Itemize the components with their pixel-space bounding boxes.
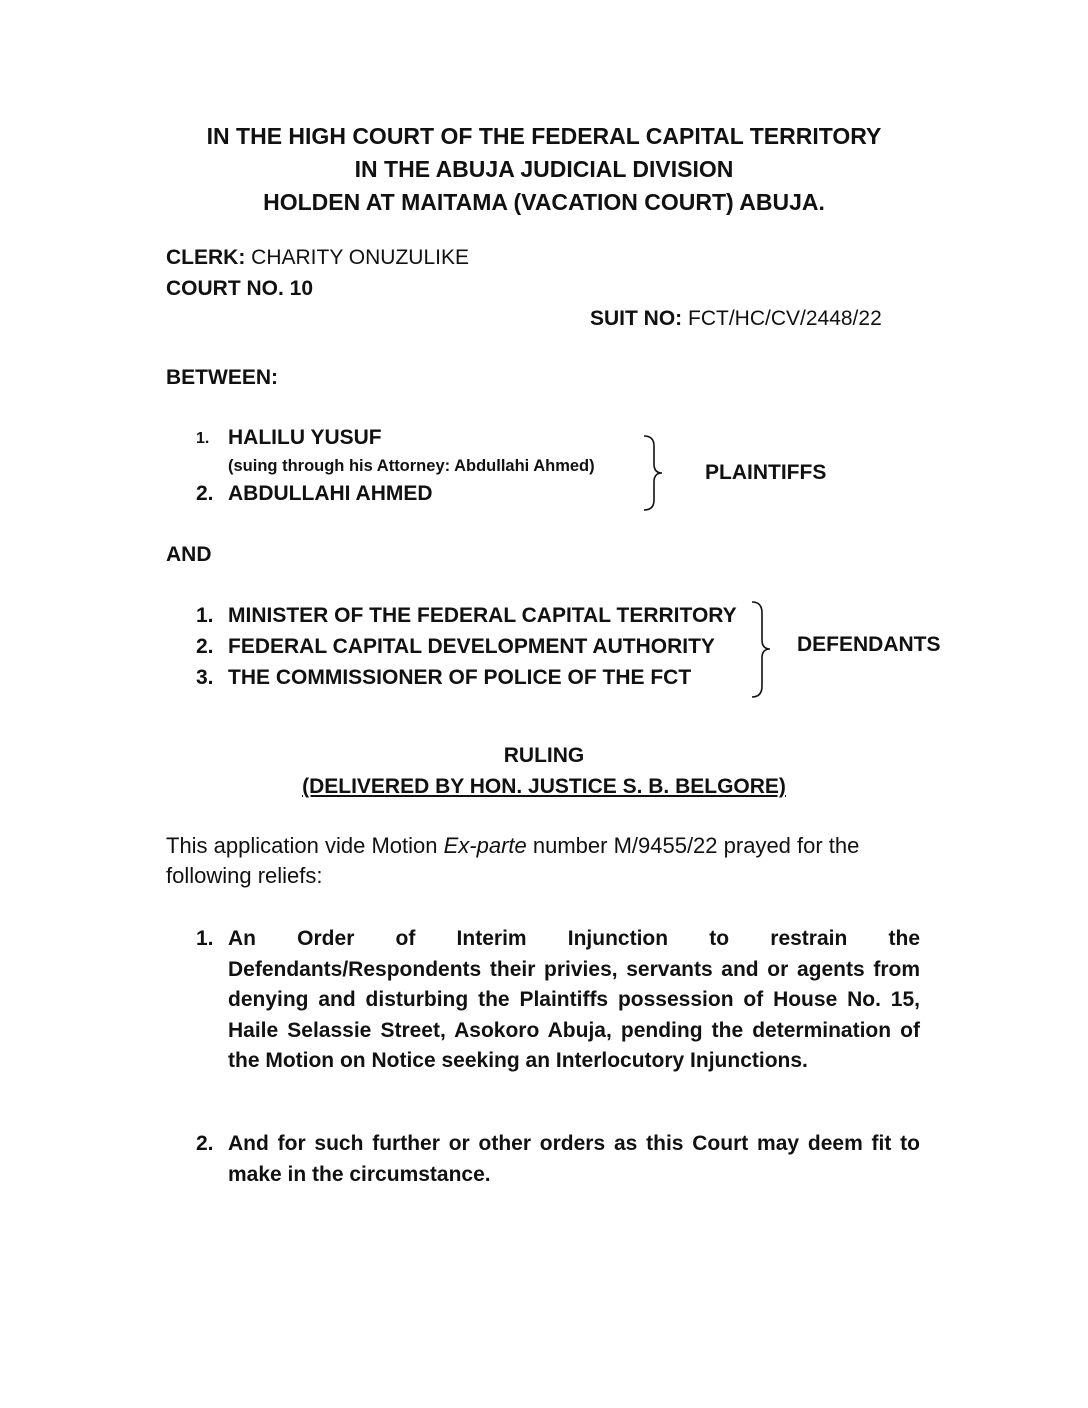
relief-number: 2.	[196, 1132, 214, 1155]
between-label: BETWEEN:	[166, 366, 278, 389]
suit-label: SUIT NO:	[590, 307, 683, 330]
heading-line-2: IN THE ABUJA JUDICIAL DIVISION	[354, 156, 734, 182]
suit-value: FCT/HC/CV/2448/22	[682, 307, 882, 330]
plaintiff-name: ABDULLAHI AHMED	[228, 482, 433, 505]
defendant-name: MINISTER OF THE FEDERAL CAPITAL TERRITORY	[228, 604, 737, 627]
plaintiff-note: (suing through his Attorney: Abdullahi Ahmed)	[228, 457, 595, 475]
defendants-brace	[748, 600, 776, 700]
ruling-title: RULING	[503, 744, 585, 767]
heading-line-1: IN THE HIGH COURT OF THE FEDERAL CAPITAL TERRITORY	[206, 123, 882, 149]
body-text-before: This application vide Motion	[166, 833, 444, 858]
ruling-subtitle: (DELIVERED BY HON. JUSTICE S. B. BELGORE)	[302, 775, 786, 798]
relief-text: An Order of Interim Injunction to restrain the Defendants/Respondents their privies, servants and or agents from denying and disturbing the Plaintiffs possession of House No. 15, Haile Selassie Street, Asokoro Abuja, pending the determination of the Motion on Notice seeking an Interlocutory Injunctions.	[228, 927, 920, 1072]
plaintiffs-role: PLAINTIFFS	[705, 461, 827, 484]
relief-number: 1.	[196, 927, 214, 950]
plaintiff-number: 1.	[196, 430, 210, 447]
court-heading	[0, 120, 1088, 219]
court-number: COURT NO. 10	[166, 277, 314, 300]
body-text-after: number M/9455/22 prayed for the following reliefs:	[166, 833, 860, 888]
and-label: AND	[166, 543, 212, 566]
heading-line-3: HOLDEN AT MAITAMA (VACATION COURT) ABUJA.	[263, 189, 825, 215]
relief-text: And for such further or other orders as this Court may deem fit to make in the circumstance.	[228, 1132, 920, 1186]
body-text-italic: Ex-parte	[443, 833, 527, 858]
suit-number	[590, 303, 882, 334]
defendant-name: FEDERAL CAPITAL DEVELOPMENT AUTHORITY	[228, 635, 715, 658]
defendant-number: 2.	[196, 635, 214, 658]
clerk-line	[166, 242, 469, 273]
plaintiff-name: HALILU YUSUF	[228, 426, 382, 449]
defendant-name: THE COMMISSIONER OF POLICE OF THE FCT	[228, 666, 692, 689]
plaintiffs-brace	[640, 434, 668, 512]
clerk-label: CLERK:	[166, 246, 246, 269]
defendants-role: DEFENDANTS	[797, 633, 941, 656]
clerk-value: CHARITY ONUZULIKE	[245, 246, 469, 269]
defendant-number: 1.	[196, 604, 214, 627]
ruling-heading	[0, 740, 1088, 802]
plaintiff-number: 2.	[196, 482, 214, 505]
body-paragraph	[166, 831, 926, 891]
clerk-block	[166, 242, 469, 304]
defendant-number: 3.	[196, 666, 214, 689]
